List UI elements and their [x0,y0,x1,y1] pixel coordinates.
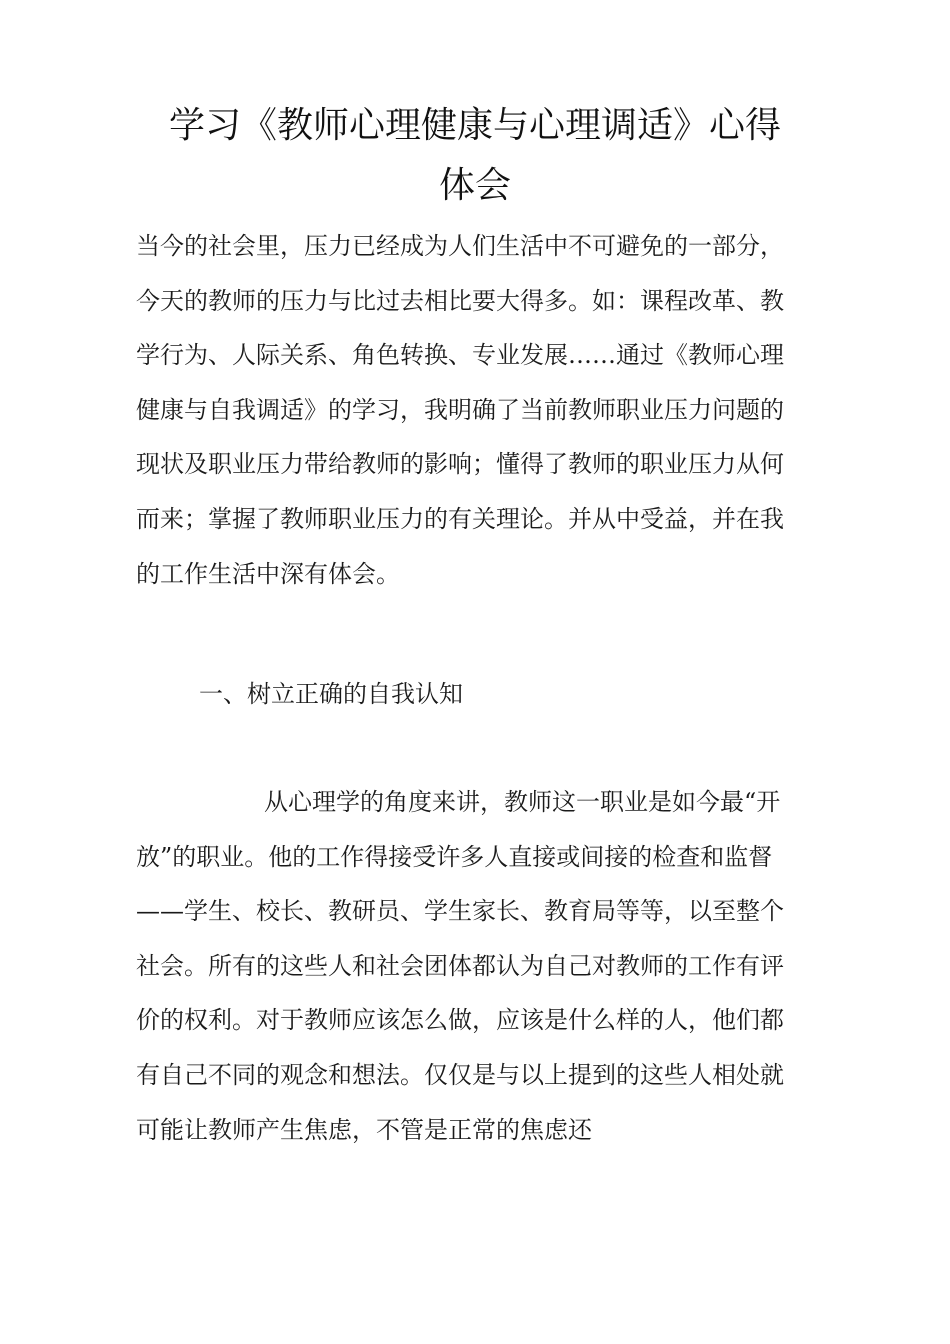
intro-line: 而来；掌握了教师职业压力的有关理论。并从中受益，并在我 [136,504,784,533]
intro-paragraph [136,219,836,601]
section-line: 可能让教师产生焦虑，不管是正常的焦虑还 [136,1115,592,1144]
intro-line: 学行为、人际关系、角色转换、专业发展……通过《教师心理 [136,341,784,370]
section-line: ——学生、校长、教研员、学生家长、教育局等等，以至整个 [136,897,784,926]
intro-line: 现状及职业压力带给教师的影响；懂得了教师的职业压力从何 [136,450,784,479]
document-title-line-2: 体会 [438,165,511,206]
section-line: 有自己不同的观念和想法。仅仅是与以上提到的这些人相处就 [136,1060,784,1089]
section-line: 社会。所有的这些人和社会团体都认为自己对教师的工作有评 [136,951,784,980]
section-heading: 一、树立正确的自我认知 [199,680,463,708]
intro-line: 当今的社会里，压力已经成为人们生活中不可避免的一部分， [136,232,784,260]
section-paragraph [136,775,836,1157]
section-line: 放”的职业。他的工作得接受许多人直接或间接的检查和监督 [136,842,773,871]
section-line: 价的权利。对于教师应该怎么做，应该是什么样的人，他们都 [136,1006,784,1035]
intro-line: 健康与自我调适》的学习，我明确了当前教师职业压力问题的 [136,395,784,424]
intro-line: 的工作生活中深有体会。 [136,559,400,588]
document-title-line-1: 学习《教师心理健康与心理调适》心得 [168,105,781,146]
intro-line: 今天的教师的压力与比过去相比要大得多。如：课程改革、教 [136,286,784,315]
section-line: 从心理学的角度来讲，教师这一职业是如今最“开 [264,788,781,816]
